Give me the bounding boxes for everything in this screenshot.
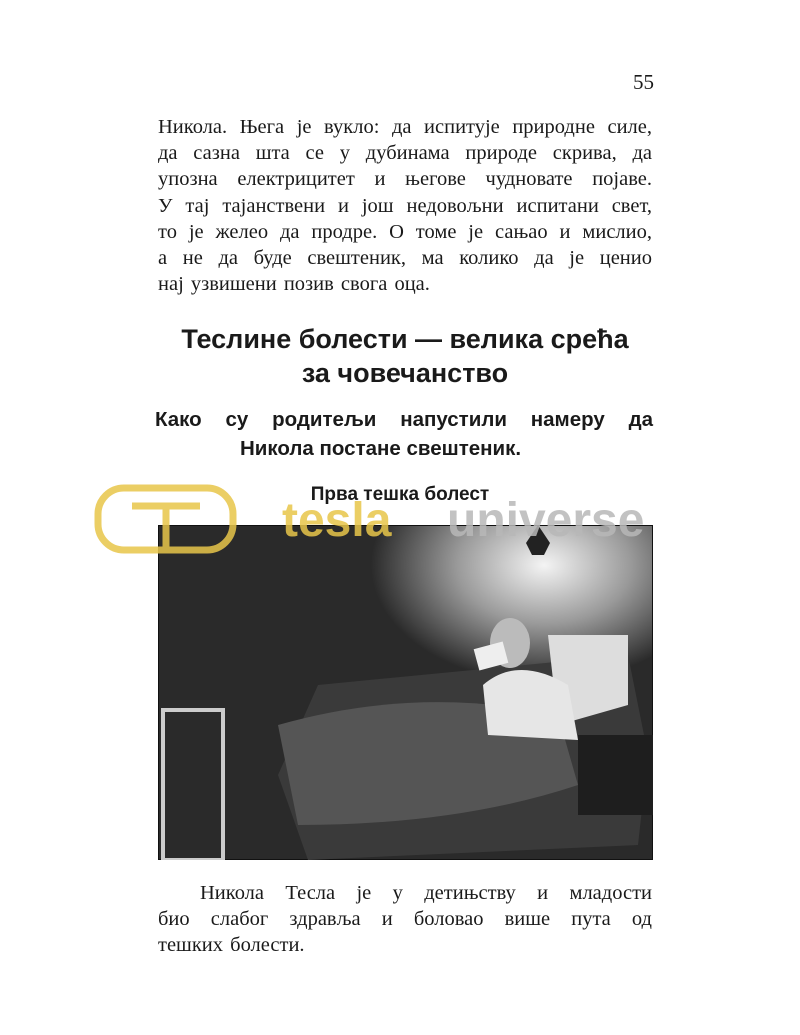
chapter-title-line: Теслине болести — велика срећа bbox=[181, 324, 629, 354]
chapter-subtitle bbox=[155, 405, 653, 463]
tesla-universe-logo-icon bbox=[98, 488, 233, 550]
text-line: а не да буде свештеник, ма колико да је ценио bbox=[158, 247, 652, 270]
text-line: то је желео да продре. О томе је сањао и мислио, bbox=[158, 220, 652, 243]
text-line: нај узвишени позив свога оца. bbox=[158, 273, 430, 296]
section-title: Прва тешка болест bbox=[310, 484, 490, 505]
sick-in-bed-illustration bbox=[158, 525, 653, 860]
watermark-text-tesla: tesla bbox=[282, 494, 392, 547]
chapter-title-line: за човечанство bbox=[301, 358, 509, 388]
paragraph-illness bbox=[158, 880, 652, 959]
text-line: да сазна шта се у дубинама природе скрива, да bbox=[158, 142, 652, 165]
watermark-text-universe: universe bbox=[447, 494, 645, 547]
text-line: Никола. Њега је вукло: да испитује природне силе, bbox=[158, 116, 652, 138]
chapter-subtitle-line: Никола постане свештеник. bbox=[240, 437, 522, 460]
chapter-title bbox=[140, 322, 670, 390]
text-line: упозна електрицитет и његове чудновате појаве. bbox=[158, 168, 652, 191]
tesla-universe-watermark bbox=[92, 478, 712, 560]
text-line: тешких болести. bbox=[158, 934, 305, 957]
text-line: Никола Тесла је у детињству и младости bbox=[200, 882, 652, 904]
text-line: У тај тајанствени и још недовољни испитани свет, bbox=[158, 194, 652, 217]
chapter-subtitle-line: Како су родитељи напустили намеру да bbox=[155, 408, 653, 431]
text-line: био слабог здравља и боловао више пута од bbox=[158, 908, 652, 931]
paragraph-intro bbox=[158, 114, 652, 297]
page-number: 55 bbox=[633, 70, 654, 94]
